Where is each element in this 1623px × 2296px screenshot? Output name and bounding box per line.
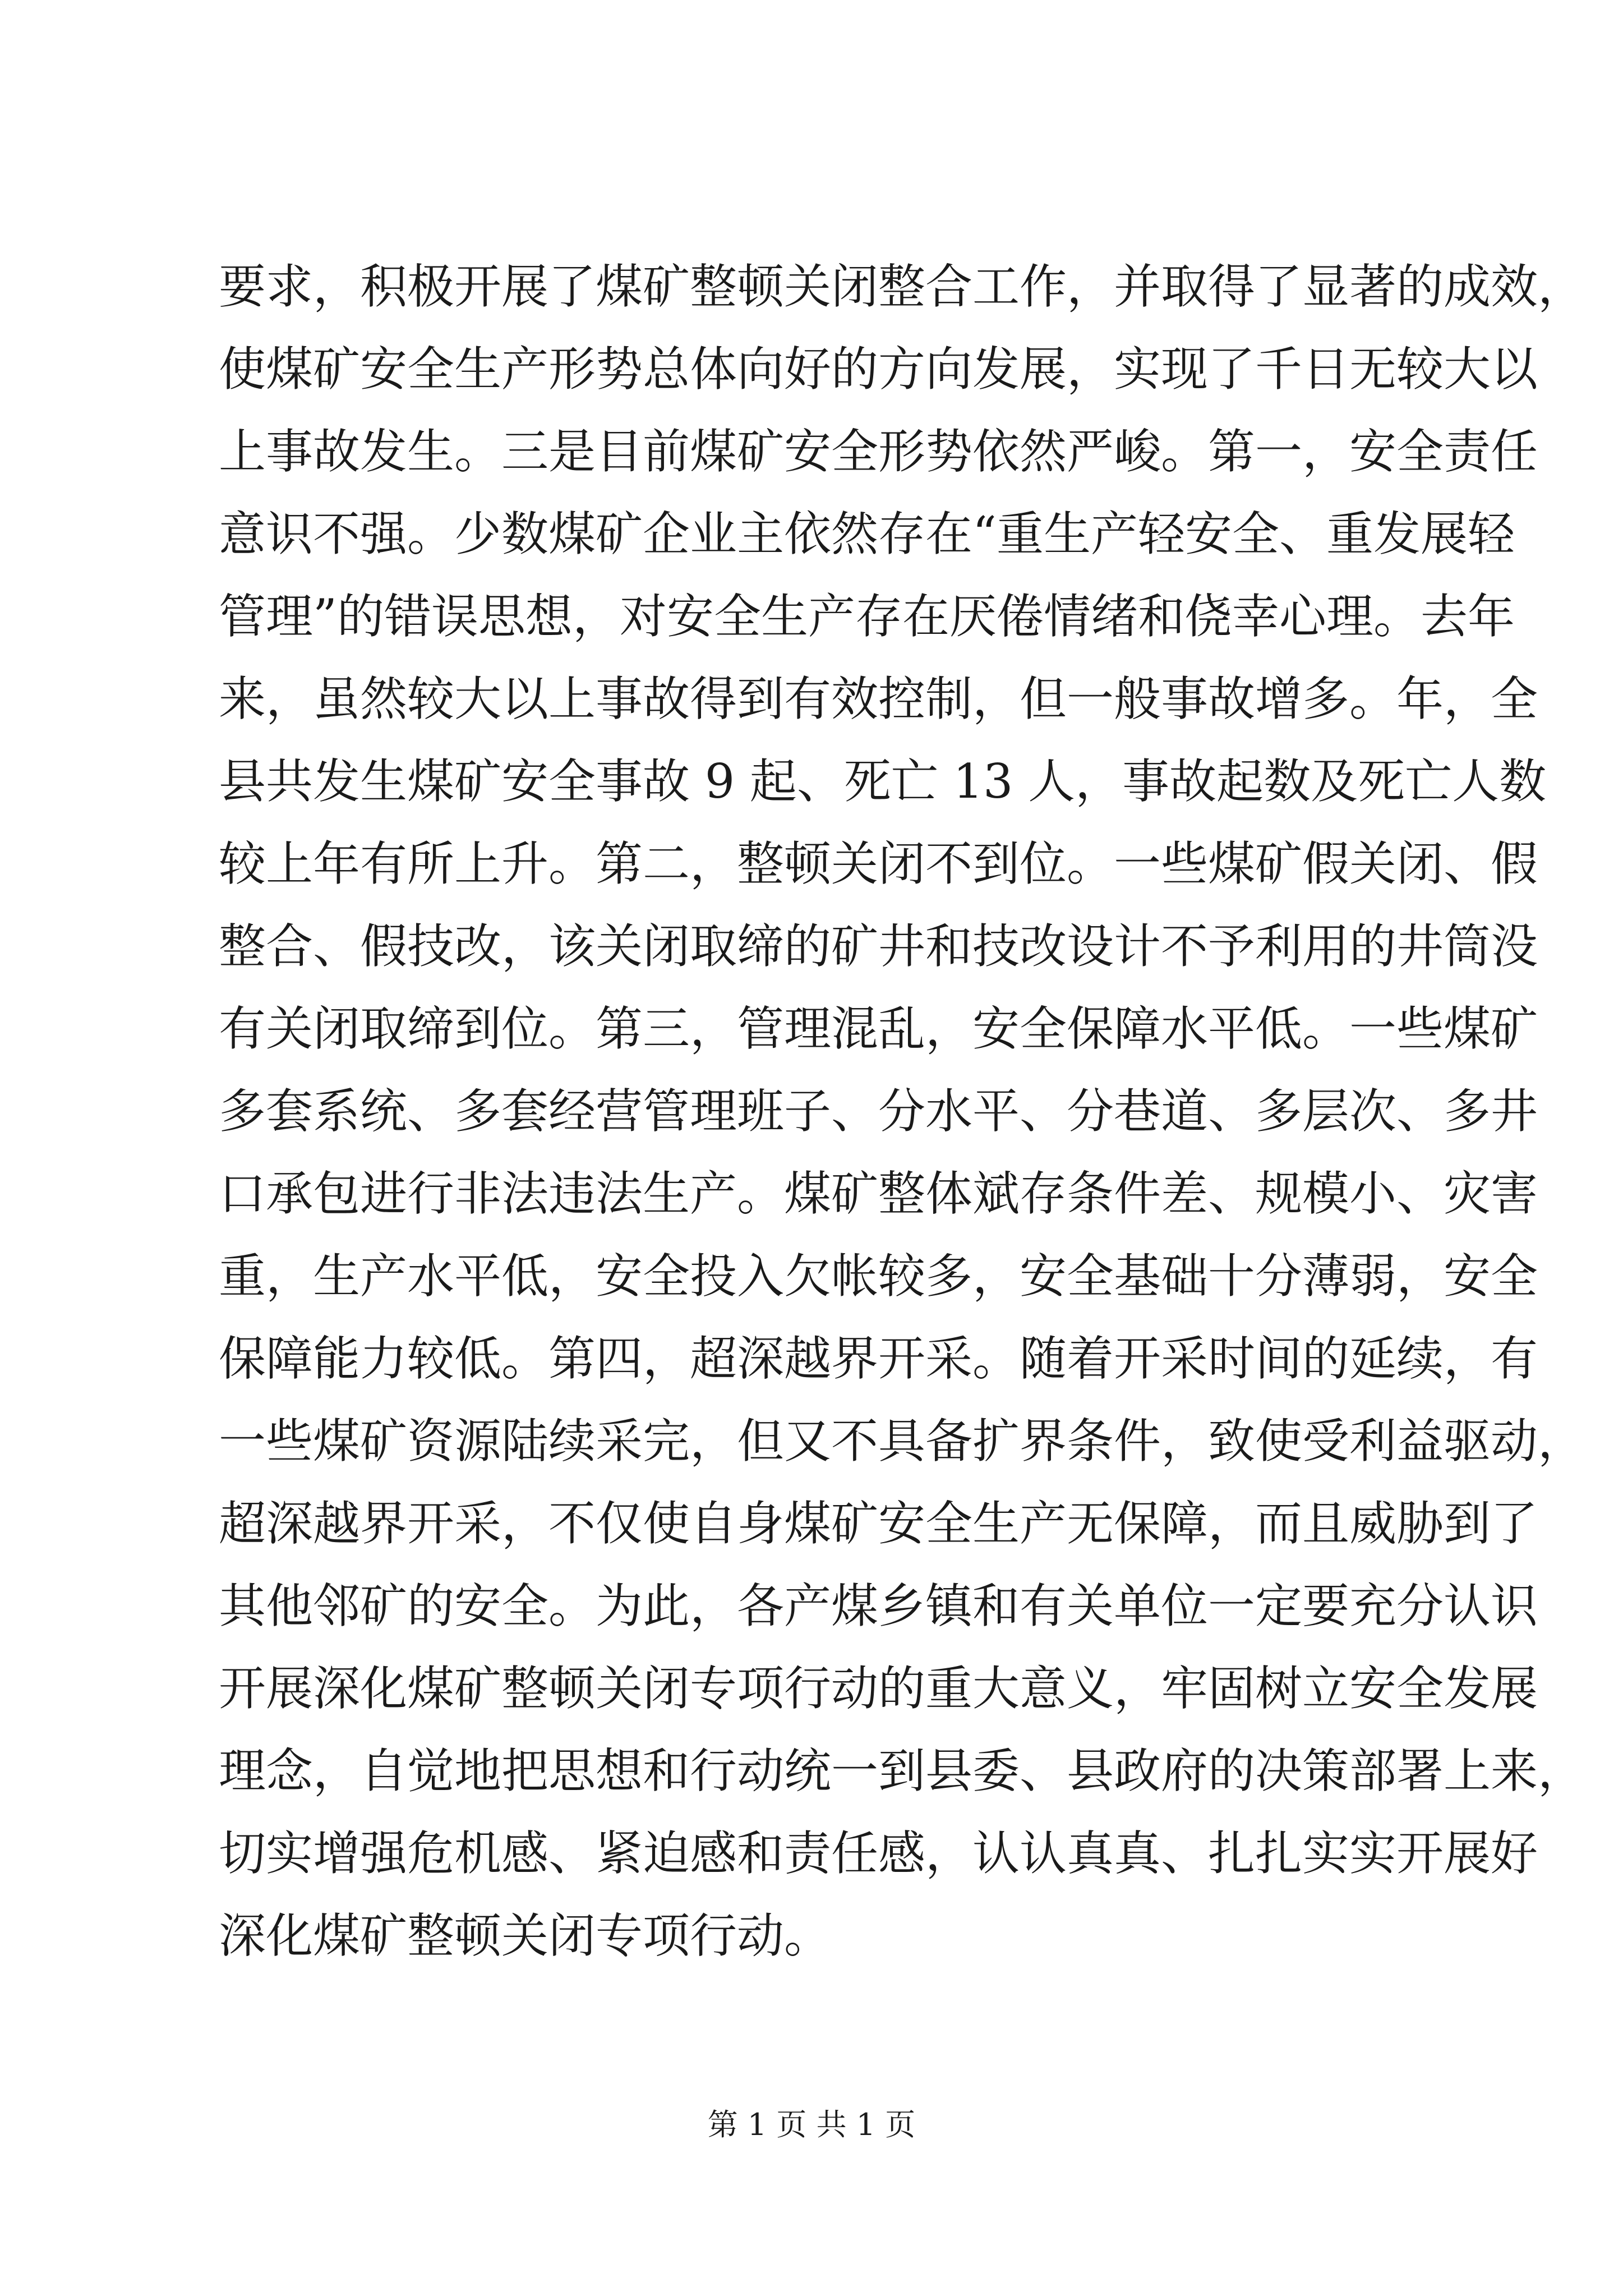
text-line: 一些煤矿资源陆续采完，但又不具备扩界条件，致使受利益驱动， — [219, 1414, 1585, 1469]
text-line-last: 深化煤矿整顿关闭专项行动。 — [219, 1908, 832, 1963]
text-line: 理念，自觉地把思想和行动统一到县委、县政府的决策部署上来， — [219, 1743, 1585, 1798]
text-line: 口承包进行非法违法生产。煤矿整体斌存条件差、规模小、灾害 — [219, 1166, 1538, 1221]
text-line: 切实增强危机感、紧迫感和责任感，认认真真、扎扎实实开展好 — [219, 1826, 1538, 1881]
page-number-label: 第 1 页 共 1 页 — [707, 2107, 916, 2142]
text-line: 多套系统、多套经营管理班子、分水平、分巷道、多层次、多井 — [219, 1084, 1538, 1139]
text-line: 管理”的错误思想，对安全生产存在厌倦情绪和侥幸心理。去年 — [219, 589, 1515, 644]
text-line: 其他邻矿的安全。为此，各产煤乡镇和有关单位一定要充分认识 — [219, 1579, 1538, 1634]
text-line: 意识不强。少数煤矿企业主依然存在“重生产轻安全、重发展轻 — [219, 507, 1515, 562]
text-line: 开展深化煤矿整顿关闭专项行动的重大意义，牢固树立安全发展 — [219, 1661, 1538, 1716]
text-line: 有关闭取缔到位。第三，管理混乱，安全保障水平低。一些煤矿 — [219, 1001, 1538, 1056]
text-line: 来，虽然较大以上事故得到有效控制，但一般事故增多。年，全 — [219, 671, 1538, 726]
text-line: 较上年有所上升。第二，整顿关闭不到位。一些煤矿假关闭、假 — [219, 836, 1538, 891]
text-line: 使煤矿安全生产形势总体向好的方向发展，实现了千日无较大以 — [219, 342, 1538, 397]
text-line: 上事故发生。三是目前煤矿安全形势依然严峻。第一，安全责任 — [219, 424, 1538, 479]
text-line: 整合、假技改，该关闭取缔的矿井和技改设计不予利用的井筒没 — [219, 919, 1538, 974]
text-line: 重，生产水平低，安全投入欠帐较多，安全基础十分薄弱，安全 — [219, 1249, 1538, 1304]
body-paragraph — [219, 246, 1585, 1977]
text-line: 县共发生煤矿安全事故 9 起、死亡 13 人，事故起数及死亡人数 — [219, 754, 1547, 809]
text-line: 要求，积极开展了煤矿整顿关闭整合工作，并取得了显著的成效， — [219, 259, 1585, 314]
page-footer — [0, 2102, 1623, 2147]
text-line: 超深越界开采，不仅使自身煤矿安全生产无保障，而且威胁到了 — [219, 1496, 1538, 1551]
text-line: 保障能力较低。第四，超深越界开采。随着开采时间的延续，有 — [219, 1331, 1538, 1386]
